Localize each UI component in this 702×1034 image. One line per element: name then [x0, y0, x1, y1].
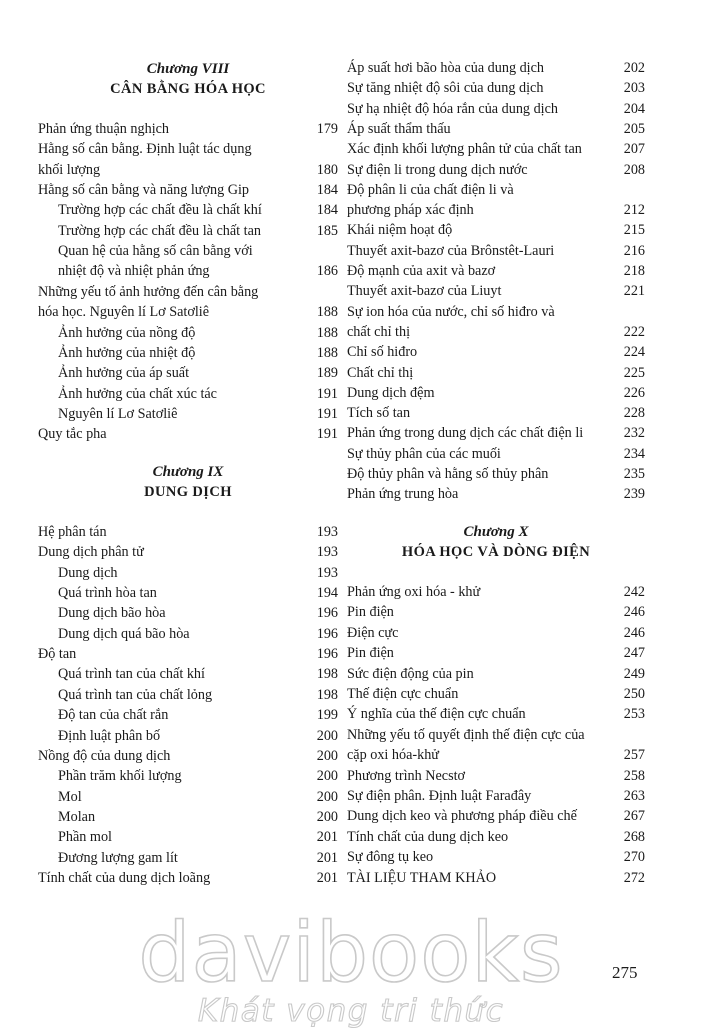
toc-entry-page: 194 [316, 585, 338, 602]
toc-entry-title: Phản ứng thuận nghịch [38, 121, 170, 137]
toc-entry-page: 239 [623, 486, 645, 503]
toc-entry [38, 644, 338, 664]
toc-entry [347, 847, 645, 867]
page-number: 275 [612, 963, 638, 982]
toc-entry [347, 464, 645, 484]
toc-entry-page: 199 [316, 707, 338, 724]
toc-entry-title: chất chỉ thị [347, 323, 411, 340]
toc-entry [38, 302, 338, 322]
toc-entry [38, 685, 338, 705]
toc-entry-title: Ý nghĩa của thế điện cực chuẩn [347, 706, 526, 723]
chapter-9-title: DUNG DỊCH [144, 484, 232, 500]
toc-entry [347, 786, 645, 806]
toc-entry [38, 384, 338, 404]
toc-entry [38, 705, 338, 725]
toc-entry [38, 787, 338, 807]
toc-entry-title: Độ mạnh của axit và bazơ [347, 263, 496, 279]
toc-entry [347, 302, 645, 322]
toc-entry-page: 218 [623, 263, 645, 279]
chapter-8-title: CÂN BẰNG HÓA HỌC [110, 81, 266, 97]
toc-entry [347, 78, 645, 98]
toc-entry-title: Mol [58, 788, 82, 805]
toc-entry-title: Chỉ số hiđro [347, 344, 418, 361]
toc-entry-title: Sự tăng nhiệt độ sôi của dung dịch [347, 80, 544, 97]
toc-entry-page: 226 [623, 384, 645, 401]
toc-entry-page: 200 [316, 788, 338, 805]
toc-entry-title: hóa học. Nguyên lí Lơ Satơliê [38, 304, 210, 321]
toc-entry-page: 224 [623, 344, 645, 361]
toc-entry-title: Những yếu tố ảnh hưởng đến cân bằng [38, 283, 259, 300]
toc-entry-title: Quá trình hòa tan [58, 585, 157, 602]
toc-entry-title: khối lượng [38, 161, 101, 178]
toc-entry [347, 99, 645, 119]
toc-entry [347, 423, 645, 443]
toc-entry-title: Sự điện li trong dung dịch nước [347, 161, 528, 178]
toc-entry [347, 704, 645, 724]
toc-entry-page: 208 [623, 161, 645, 178]
toc-entry-page: 184 [316, 202, 338, 219]
toc-entry [38, 766, 338, 786]
toc-entry-page: 250 [623, 686, 645, 702]
toc-entry [38, 323, 338, 343]
toc-entry-title: Dung dịch phân tử [38, 544, 144, 561]
toc-entry [38, 261, 338, 281]
toc-entry [38, 624, 338, 644]
toc-entry-title: Sự ion hóa của nước, chỉ số hiđro và [347, 303, 555, 320]
toc-entry-title: Khái niệm hoạt độ [347, 222, 453, 239]
toc-entry [347, 582, 645, 602]
toc-entry [347, 684, 645, 704]
toc-entry-title: Độ tan của chất rắn [58, 707, 169, 724]
toc-entry-title: Độ tan [38, 646, 77, 663]
toc-entry [347, 160, 645, 180]
toc-entry [38, 807, 338, 827]
toc-entry [38, 241, 338, 261]
toc-entry-title: Áp suất hơi bão hòa của dung dịch [347, 60, 545, 76]
toc-entry [38, 180, 338, 200]
toc-entry-page: 246 [623, 604, 645, 621]
toc-entry [347, 200, 645, 220]
toc-entry-page: 207 [623, 141, 645, 158]
watermark-slogan: Khát vọng tri thức [197, 993, 505, 1029]
toc-entry-title: Thuyết axit-bazơ của Brônstêt-Lauri [347, 242, 555, 259]
toc-entry-title: Nồng độ của dung dịch [38, 747, 171, 764]
toc-entry-page: 184 [316, 182, 338, 199]
toc-entry [347, 403, 645, 423]
toc-entry-page: 216 [623, 242, 645, 259]
toc-entry-title: TÀI LIỆU THAM KHẢO [347, 869, 497, 886]
toc-entry-title: Định luật phân bố [58, 727, 161, 744]
toc-entry-page: 201 [316, 829, 338, 846]
toc-entry-page: 196 [316, 605, 338, 622]
toc-entry [347, 363, 645, 383]
toc-entry [347, 806, 645, 826]
toc-entry-title: Thế điện cực chuẩn [347, 686, 459, 702]
toc-entry [347, 623, 645, 643]
toc-entry-title: Phản ứng trung hòa [347, 486, 459, 503]
toc-entry-page: 200 [316, 808, 338, 825]
toc-entry [347, 602, 645, 622]
toc-entry-title: Ảnh hưởng của nồng độ [58, 324, 196, 341]
toc-entry [38, 746, 338, 766]
toc-entry-title: Đương lượng gam lít [58, 849, 178, 866]
toc-entry-page: 222 [623, 323, 645, 340]
toc-entry-title: Độ phân li của chất điện li và [347, 181, 514, 198]
toc-entry-title: Ảnh hưởng của nhiệt độ [58, 344, 196, 361]
toc-entry-page: 235 [623, 466, 645, 482]
watermark-logo: davibooks [138, 906, 564, 1001]
toc-entry-title: Molan [58, 808, 96, 825]
toc-entry [347, 766, 645, 786]
chapter-8-number: Chương VIII [146, 61, 230, 77]
chapter-10-title: HÓA HỌC VÀ DÒNG ĐIỆN [401, 544, 591, 560]
toc-entry-title: Sự thủy phân của các muối [347, 445, 501, 462]
toc-entry [38, 603, 338, 623]
toc-entry [38, 827, 338, 847]
toc-entry-page: 263 [623, 788, 645, 804]
toc-entry [38, 363, 338, 383]
toc-entry-title: Hằng số cân bằng và năng lượng Gip [38, 182, 250, 199]
toc-entry-page: 247 [623, 645, 645, 662]
toc-entry-page: 246 [623, 624, 645, 641]
toc-entry [347, 725, 645, 745]
toc-entry [347, 58, 645, 78]
toc-entry-page: 221 [623, 283, 645, 300]
toc-entry-title: Sức điện động của pin [347, 665, 474, 682]
toc-entry-title: cặp oxi hóa-khử [347, 747, 439, 764]
toc-entry [38, 664, 338, 684]
toc-entry-page: 196 [316, 625, 338, 642]
toc-entry-page: 185 [316, 222, 338, 239]
toc-entry-title: nhiệt độ và nhiệt phản ứng [58, 263, 210, 280]
toc-entry-page: 191 [316, 385, 338, 402]
toc-entry-title: Quá trình tan của chất lỏng [58, 686, 213, 703]
toc-entry-page: 270 [623, 849, 645, 866]
toc-entry-title: Trường hợp các chất đều là chất tan [58, 222, 261, 239]
toc-entry-page: 267 [623, 808, 645, 825]
toc-entry-page: 201 [316, 869, 338, 886]
toc-entry [38, 221, 338, 241]
toc-entry [38, 282, 338, 302]
toc-entry-page: 253 [623, 706, 645, 723]
toc-entry-page: 257 [623, 747, 645, 764]
toc-entry [38, 343, 338, 363]
toc-entry-title: Tích số tan [347, 405, 411, 422]
toc-entry-title: Hằng số cân bằng. Định luật tác dụng [38, 141, 252, 158]
toc-entry [38, 119, 338, 139]
toc-entry-title: Những yếu tố quyết định thế điện cực của [347, 726, 585, 743]
toc-entry-page: 198 [316, 666, 338, 683]
toc-entry-page: 258 [623, 767, 645, 784]
toc-entry [38, 868, 338, 888]
toc-entry [347, 322, 645, 342]
toc-entry-title: phương pháp xác định [347, 202, 474, 219]
toc-entry [347, 220, 645, 240]
toc-entry-title: Sự đông tụ keo [347, 849, 434, 866]
toc-entry-title: Thuyết axit-bazơ của Liuyt [347, 283, 502, 300]
toc-entry [38, 563, 338, 583]
toc-entry-page: 196 [316, 646, 338, 663]
toc-entry-title: Phản ứng oxi hóa - khử [347, 584, 481, 600]
toc-entry-title: Sự điện phân. Định luật Farađây [347, 788, 532, 804]
toc-entry [38, 726, 338, 746]
toc-entry-title: Chất chỉ thị [347, 364, 414, 381]
toc-entry-title: Pin điện [347, 604, 394, 621]
toc-entry-page: 249 [623, 665, 645, 682]
toc-entry-page: 225 [623, 364, 645, 381]
toc-entry-page: 189 [316, 365, 338, 382]
toc-entry-page: 188 [316, 304, 338, 321]
toc-entry-title: Dung dịch bão hòa [58, 605, 166, 622]
toc-entry-page: 205 [623, 120, 645, 137]
toc-entry-title: Dung dịch đệm [347, 384, 435, 401]
toc-entry [347, 281, 645, 301]
toc-entry [347, 745, 645, 765]
toc-entry-title: Phần mol [58, 829, 112, 846]
toc-entry-page: 180 [316, 161, 338, 178]
toc-entry-title: Phương trình Necstơ [347, 767, 466, 784]
toc-entry-page: 191 [316, 426, 338, 443]
toc-entry [38, 542, 338, 562]
toc-entry-title: Quy tắc pha [38, 426, 107, 443]
toc-entry-title: Dung dịch keo và phương pháp điều chế [347, 808, 577, 825]
toc-entry-title: Áp suất thẩm thấu [347, 120, 451, 137]
toc-entry-page: 179 [316, 121, 338, 137]
toc-entry [347, 484, 645, 504]
toc-entry-title: Quan hệ của hằng số cân bằng với [58, 243, 253, 260]
toc-entry-page: 186 [316, 263, 338, 280]
toc-entry [38, 200, 338, 220]
toc-entry-page: 198 [316, 686, 338, 703]
toc-entry-page: 202 [623, 60, 645, 76]
toc-entry [347, 241, 645, 261]
toc-entry [347, 868, 645, 888]
toc-entry-page: 234 [623, 445, 645, 462]
toc-entry [347, 139, 645, 159]
toc-entry [347, 180, 645, 200]
toc-entry-title: Hệ phân tán [38, 524, 107, 540]
toc-entry-page: 193 [316, 564, 338, 581]
toc-entry-page: 193 [316, 544, 338, 561]
toc-entry-page: 268 [623, 828, 645, 845]
toc-entry-page: 242 [623, 584, 645, 600]
toc-entry-title: Xác định khối lượng phân tử của chất tan [347, 141, 582, 158]
toc-entry-page: 201 [316, 849, 338, 866]
toc-entry-page: 200 [316, 727, 338, 744]
chapter-10-number: Chương X [463, 524, 529, 540]
toc-entry-title: Điện cực [347, 624, 399, 641]
toc-entry [347, 664, 645, 684]
toc-entry-title: Pin điện [347, 645, 394, 662]
toc-entry-page: 188 [316, 344, 338, 361]
toc-entry-page: 200 [316, 768, 338, 785]
toc-entry [38, 522, 338, 542]
toc-entry [347, 119, 645, 139]
toc-entry-title: Phản ứng trong dung dịch các chất điện li [347, 425, 584, 442]
toc-entry-title: Độ thủy phân và hằng số thủy phân [347, 466, 549, 482]
toc-entry [347, 383, 645, 403]
toc-entry-title: Sự hạ nhiệt độ hóa rắn của dung dịch [347, 100, 558, 117]
toc-entry [38, 848, 338, 868]
toc-entry-page: 193 [316, 524, 338, 540]
toc-entry-title: Dung dịch quá bão hòa [58, 625, 190, 642]
toc-entry-page: 203 [623, 80, 645, 97]
toc-entry-page: 215 [623, 222, 645, 239]
toc-entry-title: Tính chất của dung dịch keo [347, 828, 509, 845]
toc-entry-title: Nguyên lí Lơ Satơliê [58, 405, 178, 422]
chapter-9-number: Chương IX [152, 464, 224, 480]
toc-entry-page: 200 [316, 747, 338, 764]
toc-entry [38, 404, 338, 424]
toc-entry [347, 342, 645, 362]
toc-entry [38, 424, 338, 444]
toc-entry-page: 228 [623, 405, 645, 422]
toc-entry-page: 191 [316, 405, 338, 422]
toc-entry-page: 188 [316, 324, 338, 341]
toc-entry-title: Ảnh hưởng của áp suất [58, 365, 190, 382]
toc-entry-title: Phần trăm khối lượng [58, 768, 182, 785]
toc-entry-page: 272 [623, 869, 645, 886]
toc-entry [38, 160, 338, 180]
toc-entry [38, 139, 338, 159]
toc-entry [347, 827, 645, 847]
toc-entry-page: 232 [623, 425, 645, 442]
toc-entry [347, 643, 645, 663]
toc-entry-title: Trường hợp các chất đều là chất khí [58, 202, 262, 219]
toc-entry-title: Ảnh hưởng của chất xúc tác [58, 385, 217, 402]
toc-entry-title: Dung dịch [58, 564, 118, 581]
toc-entry [347, 444, 645, 464]
toc-entry-title: Quá trình tan của chất khí [58, 666, 205, 683]
toc-entry [347, 261, 645, 281]
toc-entry-title: Tính chất của dung dịch loãng [38, 869, 211, 886]
toc-entry-page: 212 [623, 202, 645, 219]
toc-entry [38, 583, 338, 603]
toc-entry-page: 204 [623, 100, 645, 117]
